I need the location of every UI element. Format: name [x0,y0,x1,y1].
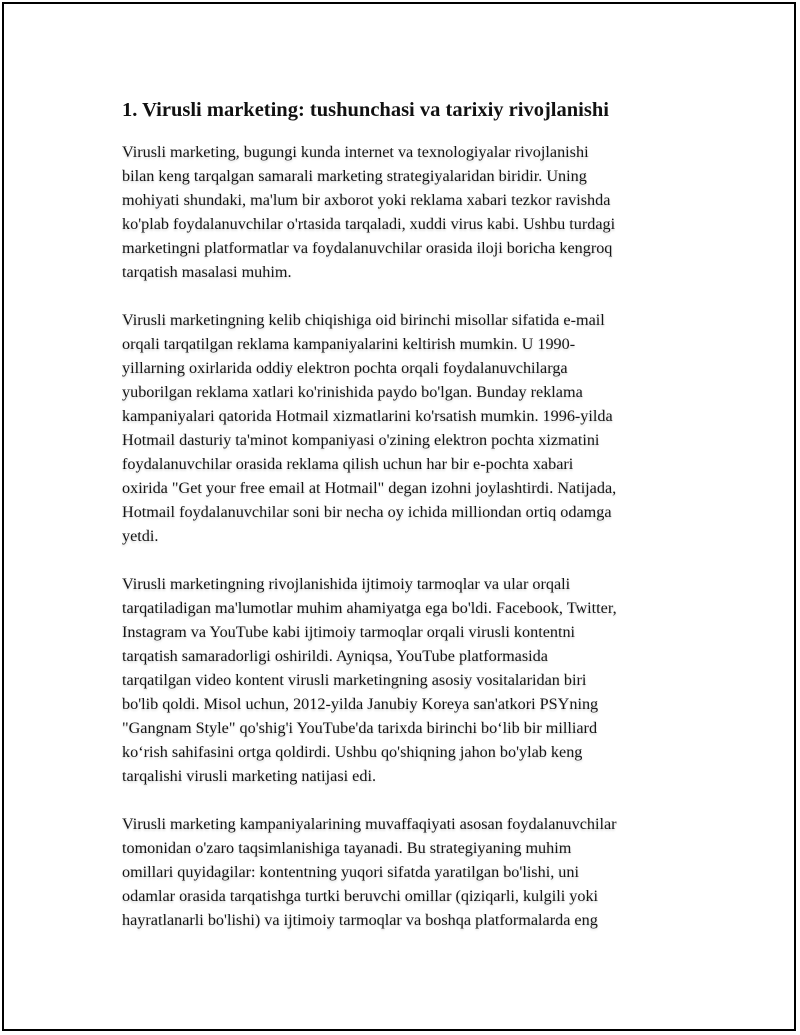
text-line: tarqalishi virusli marketing natijasi edi. [122,767,376,785]
text-line: marketingni platformatlar va foydalanuvchilar orasida iloji boricha kengroq [122,239,613,257]
text-line: tarqatiladigan ma'lumotlar muhim ahamiyatga ega bo'ldi. Facebook, Twitter, [122,599,617,617]
text-line: ko'plab foydalanuvchilar o'rtasida tarqaladi, xuddi virus kabi. Ushbu turdagi [122,215,616,233]
page-frame [2,2,796,1031]
text-line: kampaniyalari qatorida Hotmail xizmatlarini ko'rsatish mumkin. 1996-yilda [122,407,613,425]
text-line: "Gangnam Style" qo'shig'i YouTube'da tarixda birinchi bo‘lib bir milliard [122,719,598,737]
paragraph-origins [122,308,692,548]
text-line: tarqatilgan video kontent virusli marketingning asosiy vositalaridan biri [122,671,587,689]
text-line: oxirida "Get your free email at Hotmail" degan izohni joylashtirdi. Natijada, [122,479,617,497]
text-line: Instagram va YouTube kabi ijtimoiy tarmoqlar orqali virusli kontentni [122,623,576,641]
text-line: mohiyati shundaki, ma'lum bir axborot yoki reklama xabari tezkor ravishda [122,191,611,209]
text-line: omillari quyidagilar: kontentning yuqori sifatda yaratilgan bo'lishi, uni [122,863,579,881]
paragraph-social-networks [122,572,692,788]
text-line: foydalanuvchilar orasida reklama qilish uchun har bir e-pochta xabari [122,455,574,473]
text-line: Hotmail dasturiy ta'minot kompaniyasi o'zining elektron pochta xizmatini [122,431,600,449]
paragraph-success-factors [122,812,692,932]
text-line: tarqatish samaradorligi oshirildi. Ayniqsa, YouTube platformasida [122,647,548,665]
text-line: tarqatish masalasi muhim. [122,263,292,281]
section-heading: 1. Virusli marketing: tushunchasi va tarixiy rivojlanishi [122,99,609,121]
text-line: yillarning oxirlarida oddiy elektron pochta orqali foydalanuvchilarga [122,359,568,377]
text-line: Virusli marketing kampaniyalarining muvaffaqiyati asosan foydalanuvchilar [122,815,617,833]
paragraph-definition [122,140,692,284]
text-line: orqali tarqatilgan reklama kampaniyalarini keltirish mumkin. U 1990- [122,335,576,353]
text-line: yuborilgan reklama xatlari ko'rinishida paydo bo'lgan. Bunday reklama [122,383,583,401]
text-line: Virusli marketingning rivojlanishida ijtimoiy tarmoqlar va ular orqali [122,575,571,593]
text-line: hayratlanarli bo'lishi) va ijtimoiy tarmoqlar va boshqa platformalarda eng [122,911,598,929]
text-line: bilan keng tarqalgan samarali marketing strategiyalaridan biridir. Uning [122,167,587,185]
text-line: tomonidan o'zaro taqsimlanishiga tayanadi. Bu strategiyaning muhim [122,839,572,857]
text-line: ko‘rish sahifasini ortga qoldirdi. Ushbu qo'shiqning jahon bo'ylab keng [122,743,583,761]
document-body [122,96,692,956]
text-line: yetdi. [122,527,159,545]
text-line: Virusli marketing, bugungi kunda internet va texnologiyalar rivojlanishi [122,143,589,161]
text-line: Virusli marketingning kelib chiqishiga oid birinchi misollar sifatida e-mail [122,311,605,329]
text-line: odamlar orasida tarqatishga turtki beruvchi omillar (qiziqarli, kulgili yoki [122,887,599,905]
text-line: bo'lib qoldi. Misol uchun, 2012-yilda Janubiy Koreya san'atkori PSYning [122,695,599,713]
text-line: Hotmail foydalanuvchilar soni bir necha oy ichida milliondan ortiq odamga [122,503,612,521]
